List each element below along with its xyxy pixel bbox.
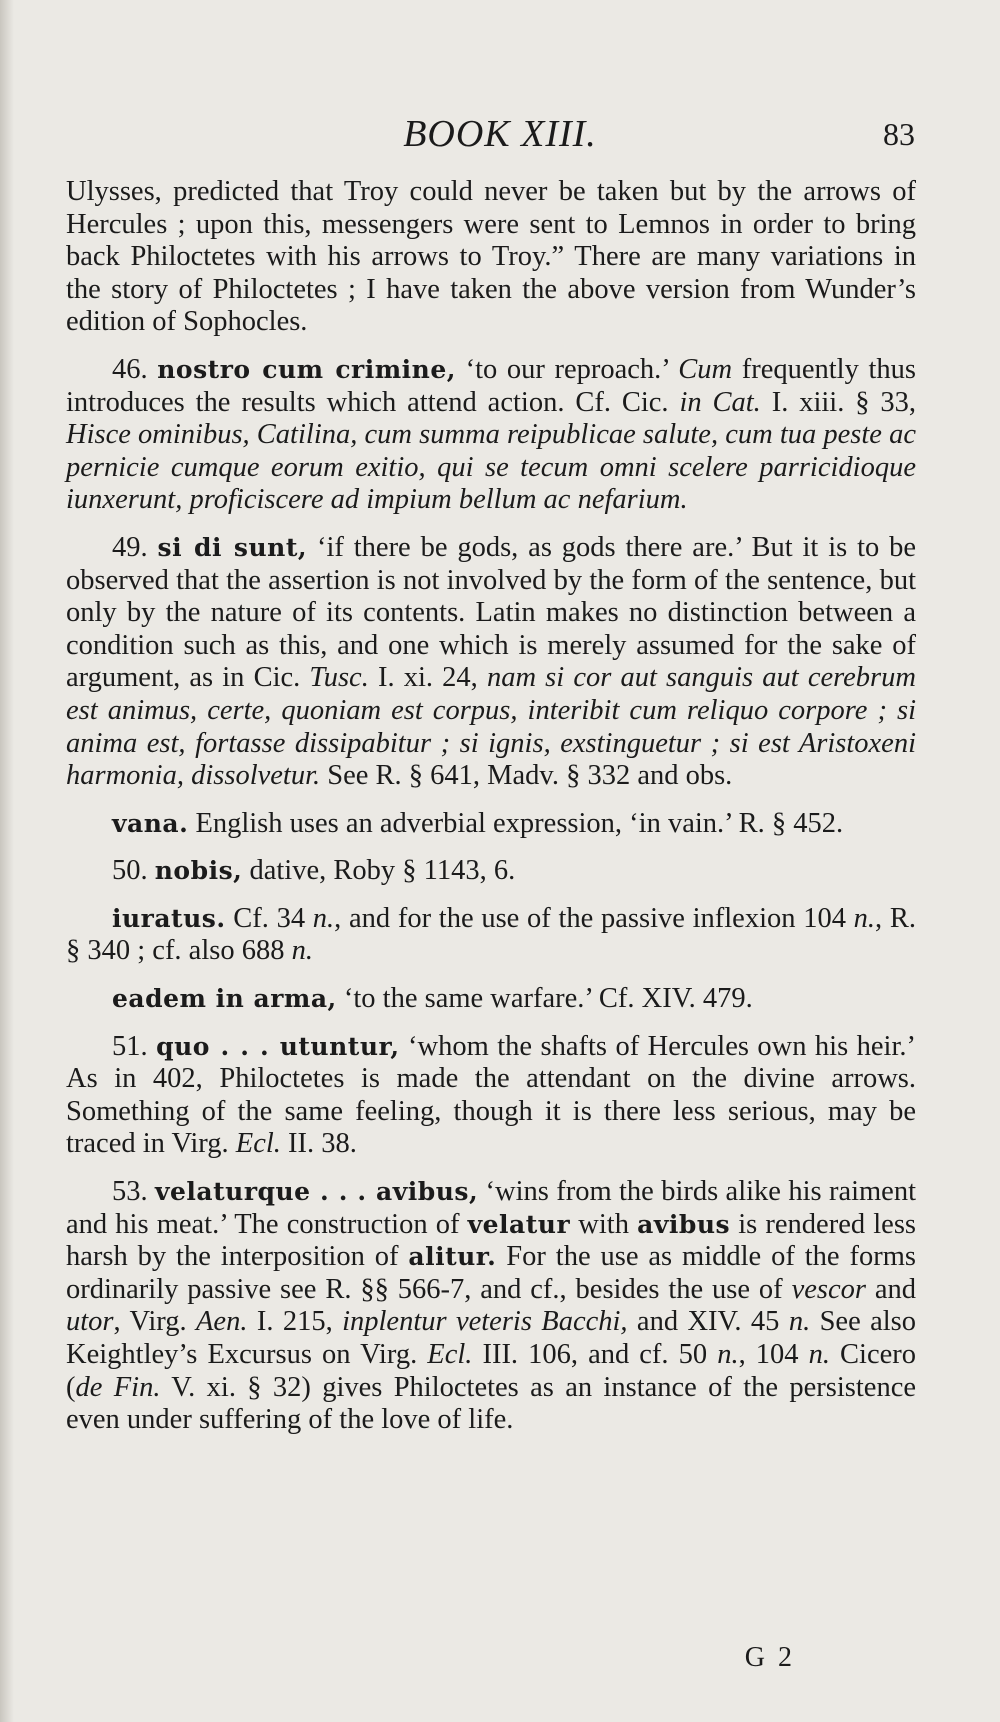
- note-text: ‘if there be gods, as gods there are.’ But it is to be observed that the assertion is not involved by the form of the sentence, but only by the nature of its contents. Latin makes no distinction between a condition such as this, and one which is merely assumed for the sake of argument, as in Cic.: [66, 531, 917, 694]
- line-number: 46.: [112, 353, 148, 385]
- note-text: ‘whom the shafts of Hercules own his heir.’ As in 402, Philoctetes is made the attendant on the divine arrows. Something of the same feeling, though it is there less serious, may be traced in Virg.: [66, 1030, 917, 1160]
- line-number: 49.: [112, 531, 148, 563]
- citation-title: de Fin.: [75, 1371, 161, 1403]
- line-number: 51.: [112, 1030, 148, 1062]
- note-text: ‘to the same warfare.’ Cf. XIV. 479.: [336, 983, 753, 1015]
- note-text: , Virg.: [113, 1306, 197, 1338]
- citation-title: Ecl.: [235, 1128, 281, 1160]
- paragraph-continuation: Ulysses, predicted that Troy could never be taken but by the arrows of Hercules ; upon this, messengers were sent to Lemnos in order to bring back Philoctetes with his arrows to Troy.” There are many variations in the story of Philoctetes ; I have taken the above version from Wunder’s edition of Sophocles.: [66, 176, 916, 338]
- note-46: [66, 354, 916, 517]
- latin-quotation: inplentur veteris Bacchi,: [342, 1306, 628, 1338]
- line-number: 50.: [112, 855, 148, 887]
- citation-title: Ecl.: [427, 1339, 473, 1370]
- bold-term: avibus: [637, 1209, 731, 1239]
- lemma: iuratus.: [112, 903, 226, 933]
- latin-quotation: nam si cor aut sanguis aut cerebrum est animus, certe, quoniam est corpus, interibit cum reliquo corpore ; si anima est, fortasse dissipabitur ; si ignis, exstinguetur ; si est Aristoxeni harmonia, dissolvetur.: [66, 662, 916, 792]
- note-text: , R. § 340 ; cf. also 688: [66, 902, 916, 967]
- note-abbrev: n.: [291, 935, 313, 967]
- note-text: English uses an adverbial expression, ‘in vain.’ R. § 452.: [188, 807, 844, 839]
- note-text: III. 106, and cf. 50: [472, 1339, 718, 1370]
- latin-quotation: Hisce ominibus, Catilina, cum summa reipublicae salute, cum tua peste ac pernicie cumque eorum exitio, qui se tecum omni scelere parricidioque iunxerunt, proficiscere ad impium bellum ac nefarium.: [66, 419, 916, 516]
- note-text: with: [570, 1208, 638, 1240]
- note-iuratus: [66, 903, 916, 968]
- note-abbrev: n.: [717, 1339, 739, 1370]
- bold-term: velatur: [467, 1209, 571, 1239]
- page-number: 83: [883, 116, 915, 152]
- note-53: [66, 1176, 916, 1437]
- note-abbrev: n.: [853, 902, 876, 934]
- note-50: [66, 855, 916, 888]
- signature-mark: G 2: [744, 1642, 795, 1673]
- lemma: eadem in arma,: [112, 984, 337, 1014]
- note-abbrev: n.: [788, 1306, 811, 1338]
- note-text: and XIV. 45: [627, 1306, 789, 1338]
- italic-term: utor: [66, 1306, 114, 1338]
- note-text: ‘to our reproach.’: [455, 353, 679, 385]
- note-text: ‘wins from the birds alike his raiment and his meat.’ The construction of: [66, 1176, 916, 1240]
- citation-title: in Cat.: [679, 386, 761, 418]
- note-49: [66, 532, 916, 793]
- note-vana: [66, 808, 916, 841]
- note-text: See also Keightley’s Excursus on Virg.: [66, 1306, 916, 1370]
- note-eadem: [66, 983, 916, 1016]
- note-text: For the use as middle of the forms ordinarily passive see R. §§ 566-7, and cf., besides the use of: [66, 1241, 916, 1305]
- running-head: BOOK XIII.: [403, 113, 597, 155]
- lemma: nostro cum crimine,: [157, 354, 456, 384]
- note-abbrev: n.: [808, 1339, 830, 1370]
- bold-term: alitur.: [408, 1242, 497, 1272]
- lemma: nobis,: [154, 856, 243, 886]
- note-text: See R. § 641, Madv. § 332 and obs.: [320, 760, 733, 792]
- note-text: I. xiii. § 33,: [760, 386, 916, 418]
- binding-shadow: [0, 0, 14, 1722]
- note-text: frequently thus introduces the results which attend action. Cf. Cic.: [66, 353, 916, 418]
- note-51: [66, 1031, 916, 1161]
- lemma: velaturque . . . avibus,: [155, 1177, 479, 1207]
- note-text: I. 215,: [247, 1306, 343, 1338]
- note-text: dative, Roby § 1143, 6.: [242, 855, 516, 887]
- note-abbrev: n.: [312, 902, 335, 934]
- note-text: is rendered less harsh by the interposition of: [66, 1208, 917, 1273]
- lemma: quo . . . utuntur,: [156, 1031, 400, 1061]
- note-text: I. xi. 24,: [368, 662, 487, 694]
- note-text: Cicero (: [66, 1339, 917, 1403]
- note-text: and: [865, 1273, 916, 1305]
- lemma: vana.: [112, 808, 189, 838]
- note-text: , and for the use of the passive inflexion 104: [334, 902, 854, 934]
- citation-title: Tusc.: [309, 662, 369, 694]
- note-text: II. 38.: [280, 1128, 357, 1160]
- commentary-text: [66, 176, 916, 1452]
- note-italic: Cum: [678, 353, 733, 385]
- note-text: , 104: [738, 1339, 809, 1370]
- page-header: [0, 112, 1000, 162]
- note-text: Cf. 34: [225, 902, 313, 934]
- italic-term: vescor: [791, 1273, 866, 1305]
- line-number: 53.: [112, 1176, 148, 1208]
- note-text: V. xi. § 32) gives Philoctetes as an instance of the persistence even under suffering of the love of life.: [66, 1371, 916, 1436]
- lemma: si di sunt,: [157, 532, 308, 562]
- citation-title: Aen.: [196, 1306, 248, 1338]
